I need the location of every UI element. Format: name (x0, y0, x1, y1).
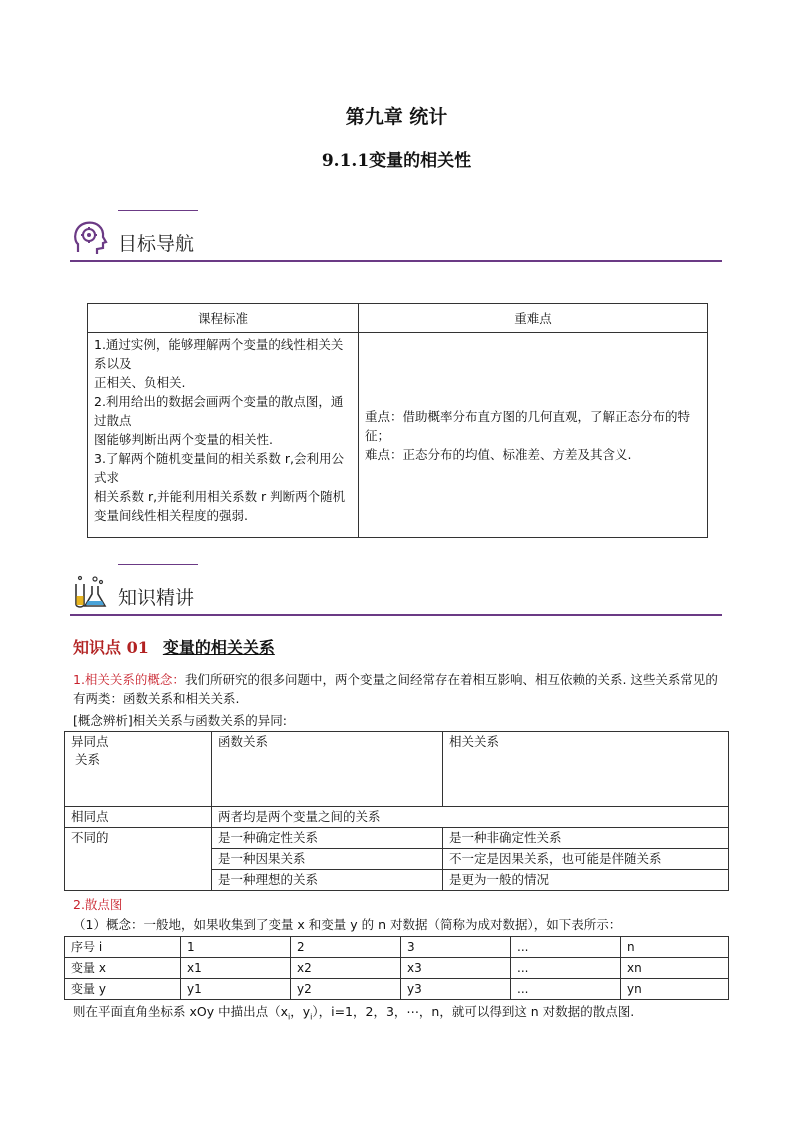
table-row (65, 958, 729, 979)
table-cell: y3 (401, 979, 511, 1000)
concept-text: 我们所研究的很多问题中，两个变量之间经常存在着相互影响、相互依赖的关系. 这些关系常见的有两类：函数关系和相关关系. (73, 672, 718, 706)
scatter-concept: （1）概念：一般地，如果收集到了变量 x 和变量 y 的 n 对数据（简称为成对数据），如下表所示： (73, 917, 622, 932)
standards-line: 1.通过实例，能够理解两个变量的线性相关关系以及 (94, 337, 344, 371)
table-cell: ... (511, 958, 621, 979)
concept-label: 1.相关关系的概念： (73, 672, 185, 687)
scatter-heading: 2.散点图 (73, 897, 123, 912)
table-cell: x3 (401, 958, 511, 979)
diff-correlation: 是更为一般的情况 (443, 870, 729, 891)
knowledge-point-title: 变量的相关关系 (162, 638, 275, 657)
section-header-goals (70, 212, 722, 262)
section-title: 9.1.1变量的相关性 (321, 151, 472, 171)
standards-line: 3.了解两个随机变量间的相关系数 r,会利用公式求 (94, 451, 345, 485)
standards-line: 图能够判断出两个变量的相关性. (94, 432, 273, 447)
standards-line: 相关系数 r,并能利用相关系数 r 判断两个随机变量间线性相关程度的强弱. (94, 489, 346, 523)
data-table (64, 936, 729, 1000)
row-label: 序号 i (65, 937, 181, 958)
scatter-conclusion: 则在平面直角坐标系 xOy 中描出点（$x_i$，$y_i$），i=1，2，3，⋯，n，就可以得到这 n 对数据的散点图. (73, 1004, 635, 1022)
table-cell: ... (511, 979, 621, 1000)
standards-cell (88, 333, 359, 538)
table-row (65, 979, 729, 1000)
diff-label: 不同的 (65, 828, 212, 891)
standards-line: 2.利用给出的数据会画两个变量的散点图，通过散点 (94, 394, 344, 428)
standards-line: 正相关、负相关. (94, 375, 186, 390)
concept-paragraph (73, 670, 723, 708)
diff-function: 是一种因果关系 (212, 849, 443, 870)
table-cell: y1 (181, 979, 291, 1000)
goal-header-standards: 课程标准 (88, 304, 359, 333)
col-header-function: 函数关系 (212, 732, 443, 807)
corner-bottom: 关系 (75, 752, 101, 767)
table-cell: n (621, 937, 729, 958)
conclusion-tail: ），i=1，2，3，⋯，n，就可以得到这 n 对数据的散点图. (312, 1004, 635, 1019)
row-label: 变量 x (65, 958, 181, 979)
table-cell: ... (511, 937, 621, 958)
goal-table (87, 303, 708, 538)
diff-function: 是一种理想的关系 (212, 870, 443, 891)
section-label-goals: 目标导航 (118, 233, 195, 255)
table-cell: x1 (181, 958, 291, 979)
difficulty: 难点：正态分布的均值、标准差、方差及其含义. (365, 446, 632, 462)
brain-head-icon (70, 218, 110, 258)
diff-function: 是一种确定性关系 (212, 828, 443, 849)
table-cell: y2 (291, 979, 401, 1000)
concept-note: [概念辨析]相关关系与函数关系的异同: (73, 713, 287, 728)
table-cell: yn (621, 979, 729, 1000)
table-cell: xn (621, 958, 729, 979)
comparison-table (64, 731, 729, 891)
corner-cell (65, 732, 212, 807)
knowledge-point-heading (73, 635, 275, 658)
row-label: 变量 y (65, 979, 181, 1000)
conclusion-head: 则在平面直角坐标系 xOy 中描出点（x (73, 1004, 288, 1019)
goal-header-keypoints: 重难点 (359, 304, 708, 333)
table-cell: x2 (291, 958, 401, 979)
chapter-title: 第九章 统计 (345, 106, 448, 128)
diff-correlation: 不一定是因果关系，也可能是伴随关系 (443, 849, 729, 870)
corner-top: 异同点 (71, 734, 109, 749)
diff-correlation: 是一种非确定性关系 (443, 828, 729, 849)
section-header-knowledge (70, 566, 722, 616)
same-label: 相同点 (65, 807, 212, 828)
key-points: 重点：借助概率分布直方图的几何直观，了解正态分布的特征； (365, 408, 691, 443)
col-header-correlation: 相关关系 (443, 732, 729, 807)
same-text: 两者均是两个变量之间的关系 (212, 807, 729, 828)
table-row (65, 937, 729, 958)
table-cell: 1 (181, 937, 291, 958)
lab-flask-icon (70, 572, 110, 612)
section-label-knowledge: 知识精讲 (118, 587, 195, 609)
keypoints-cell (359, 333, 708, 538)
table-cell: 3 (401, 937, 511, 958)
knowledge-point-number: 知识点 01 (73, 638, 149, 657)
table-cell: 2 (291, 937, 401, 958)
